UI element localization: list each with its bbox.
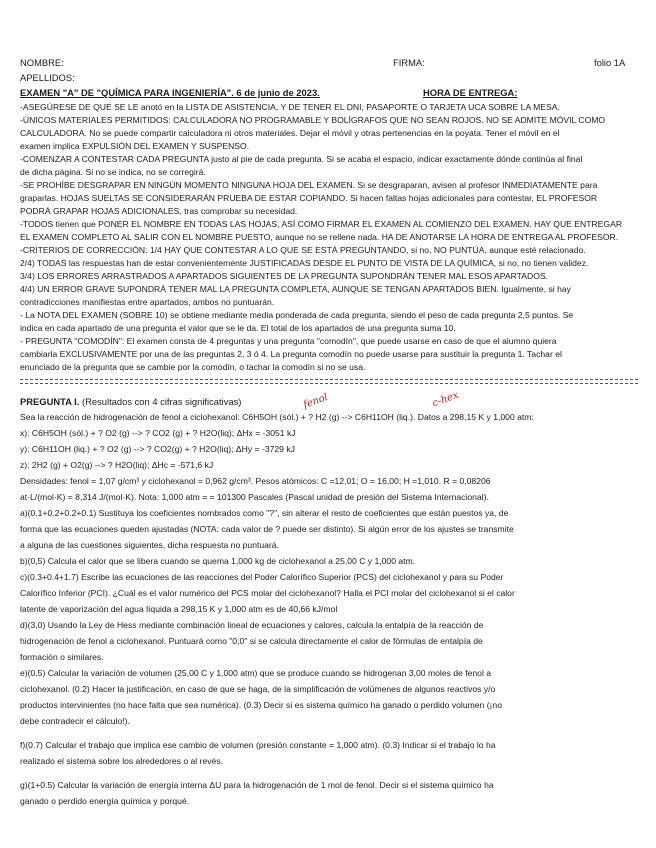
question-line: ciclohexanol. (0.2) Hacer la justificación, en caso de que se haga, de la simplificación de volúmenes de algunos reactivos y/o <box>20 684 496 694</box>
instruction-line: -COMENZAR A CONTESTAR CADA PREGUNTA justo al pie de cada pregunta. Si se acaba el espacio, indicar exactamente dónde continúa al final <box>20 154 583 164</box>
question-line: hidrogenación de fenol a ciclohexanol. Puntuará como "0,0" si se calcula directamente el calor de fórmulas de entalpía de <box>20 636 483 646</box>
question-line: b)(0,5) Calcula el calor que se libera cuando se quema 1,000 kg de ciclohexanol a 25,00 C y 1,000 atm. <box>20 556 416 566</box>
question-line: latente de vaporización del agua líquida a 298,15 K y 1,000 atm es de 40,66 kJ/mol <box>20 604 338 614</box>
instruction-line: de dicha página. Si no se indica, no se corregirá. <box>20 167 206 177</box>
exam-title: EXAMEN "A" DE "QUÍMICA PARA INGENIERÍA". 6 de junio de 2023. <box>20 87 320 98</box>
instruction-line: -ASEGÚRESE DE QUE SE LE anotó en la LISTA DE ASISTENCIA, Y DE TENER EL DNI, PASAPORTE O TARJETA UCA SOBRE LA MESA. <box>20 102 560 112</box>
instruction-line: 4/4) UN ERROR GRAVE SUPONDRÁ TENER MAL LA PREGUNTA COMPLETA, AUNQUE SE TENGAN APARTADOS BIEN. Igualmente, si hay <box>20 284 571 294</box>
instruction-line: - La NOTA DEL EXAMEN (SOBRE 10) se obtiene mediante media ponderada de cada pregunta, siendo el peso de cada pregunta 2,5 puntos. Se <box>20 310 574 320</box>
question-line: y): C6H11OH (liq.) + ? O2 (g) --> ? CO2(g) + ? H2O(liq); ΔHy = -3729 kJ <box>20 444 295 454</box>
instruction-line: 3/4) LOS ERRORES ARRASTRADOS A APARTADOS SIGUIENTES DE LA PREGUNTA SUPONDRÁN TENER MAL ESOS APARTADOS. <box>20 271 549 281</box>
instruction-line: - PREGUNTA "COMODÍN": El examen consta de 4 preguntas y una pregunta "comodín", que puede usarse en caso de que el alumno quiera <box>20 336 557 346</box>
question-line: Sea la reacción de hidrogenación de fenol a ciclohexanol: C6H5OH (sól.) + ? H2 (g) --> C6H11OH (liq.). Datos a 298,15 K y 1,000 atm: <box>20 412 534 422</box>
question-line: f)(0.7) Calcular el trabajo que implica ese cambio de volumen (presión constante = 1,000 atm). (0.3) Indicar si el trabajo lo ha <box>20 740 496 750</box>
question-line: productos intervinientes (no hace falta que sea numérica). (0.3) Decir si es sistema químico ha ganado o perdido volumen (¡no <box>20 700 502 710</box>
instruction-line: 2/4) TODAS las respuestas han de estar convenientemente JUSTIFICADAS DESDE EL PUNTO DE VISTA DE LA QUÍMICA, si no, no tienen validez. <box>20 258 589 268</box>
question-line: d)(3,0) Usando la Ley de Hess mediante combinación lineal de ecuaciones y calores, calcula la entalpía de la reacción de <box>20 620 484 630</box>
instruction-line: EL EXAMEN COMPLETO AL SALIR CON EL NOMBRE PUESTO, aunque no se rellene nada. HA DE ANOTARSE LA HORA DE ENTREGA AL PROFESOR. <box>20 232 619 242</box>
question-line: debe contradecir el cálculo!). <box>20 716 130 726</box>
question-line: g)(1+0.5) Calcular la variación de energía interna ΔU para la hidrogenación de 1 mol de fenol. Decir si el sistema químico ha <box>20 780 494 790</box>
handwritten-annotation: fenol <box>301 392 330 411</box>
nombre-label: NOMBRE: <box>20 57 64 68</box>
question-line: formación o similares. <box>20 652 104 662</box>
question-line: a alguna de las cuestiones siguientes, dicha respuesta no puntuará. <box>20 540 279 550</box>
question-line: x): C6H5OH (sól.) + ? O2 (g) --> ? CO2 (g) + ? H2O(liq); ΔHx = -3051 kJ <box>20 428 296 438</box>
question-line: forma que las ecuaciones queden ajustadas (NOTA: cada valor de ? puede ser distinto). Si algún error de los ajustes se transmite <box>20 524 514 534</box>
question-line: c)(0.3+0.4+1.7) Escribe las ecuaciones de las reacciones del Poder Calorífico Superior (PCS) del ciclohexanol y para su Poder <box>20 572 504 582</box>
question-title: PREGUNTA I. <box>20 396 80 407</box>
question-line: Densidades: fenol = 1,07 g/cm³ y ciclohexanol = 0,962 g/cm³. Pesos atómicos: C =12,01; O = 16,00; H =1,010. R = 0,08206 <box>20 476 491 486</box>
instruction-line: -TODOS tienen que PONER EL NOMBRE EN TODAS LAS HOJAS, ASÍ COMO FIRMAR EL EXAMEN AL COMIENZO DEL EXAMEN. HAY QUE ENTREGAR <box>20 219 623 229</box>
question-line: realizado el sistema sobre los alrededores o al revés. <box>20 756 224 766</box>
instruction-line: CALCULADORA. No se puede compartir calculadora ni otros materiales. Dejar el móvil y otras pertenencias en la poyata. Tener el móvil en el <box>20 128 560 138</box>
instruction-line: indica en cada apartado de una pregunta el valor que se le da. El total de los apartados de una pregunta suma 10. <box>20 323 456 333</box>
question-line: ganado o perdido energía química y porqué. <box>20 796 190 806</box>
instruction-line: cambiarla EXCLUSIVAMENTE por una de las preguntas 2, 3 ó 4. La pregunta comodín no puede usarse para sustituir la pregunta 1. Tachar el <box>20 349 562 359</box>
instruction-line: -ÚNICOS MATERIALES PERMITIDOS: CALCULADORA NO PROGRAMABLE Y BOLÍGRAFOS QUE NO SEAN ROJOS. NO SE ADMITE MÓVIL COMO <box>20 115 606 125</box>
handwritten-annotation: c-hex <box>430 389 461 410</box>
instruction-line: -CRITERIOS DE CORRECCIÓN: 1/4 HAY QUE CONTESTAR A LO QUE SE ESTÁ PREGUNTANDO, si no, NO PUNTÚA, aunque esté relacionado. <box>20 245 586 255</box>
dashed-divider <box>20 383 638 384</box>
apellidos-label: APELLIDOS: <box>20 72 75 83</box>
question-line: at·L/(mol·K) = 8,314 J/(mol·K). Nota: 1,000 atm = = 101300 Pascales (Pascal unidad de presión del Sistema Internacional). <box>20 492 489 502</box>
hora-entrega-label: HORA DE ENTREGA: <box>423 87 518 98</box>
question-line: a)(0.1+0.2+0.2+0.1) Sustituya los coeficientes nombrados como "?", sin alterar el resto de coeficientes que están puestos ya, de <box>20 508 509 518</box>
dashed-divider <box>20 379 638 380</box>
question-line: z): 2H2 (g) + O2(g) --> ? H2O(liq); ΔHc = -571,6 kJ <box>20 460 214 470</box>
question-line: Calorífico Inferior (PCI). ¿Cuál es el valor numérico del PCS molar del ciclohexanol? Halla el PCI molar del ciclohexanol si el calor <box>20 588 515 598</box>
question-subtitle: (Resultados con 4 cifras significativas) <box>79 396 242 407</box>
question-line: e)(0.5) Calcular la variación de volumen (25,00 C y 1,000 atm) que se produce cuando se hidrogenan 3,00 moles de fenol a <box>20 668 492 678</box>
firma-label: FIRMA: <box>393 57 425 68</box>
instruction-line: PODRÁ GRAPAR HOJAS ADICIONALES, tras comprobar su necesidad. <box>20 206 298 216</box>
instruction-line: graparlas. HOJAS SUELTAS SE CONSIDERARÁN PRUEBA DE ESTAR COPIANDO. Si hacen faltas hojas adicionales para contestar, EL PROFESOR <box>20 193 598 203</box>
instruction-line: examen implica EXPULSIÓN DEL EXAMEN Y SUSPENSO. <box>20 141 250 151</box>
instruction-line: enunciado de la pregunta que se cambie por la comodín, o tachar la comodín si no se usa. <box>20 362 366 372</box>
instruction-line: -SE PROHÍBE DESGRAPAR EN NINGÚN MOMENTO NINGUNA HOJA DEL EXAMEN. Si se desgraparan, avisen al profesor INMEDIATAMENTE para <box>20 180 598 190</box>
instruction-line: contradicciones manifiestas entre apartados, ambos no puntuarán. <box>20 297 275 307</box>
folio-label: folio 1A <box>594 57 626 68</box>
